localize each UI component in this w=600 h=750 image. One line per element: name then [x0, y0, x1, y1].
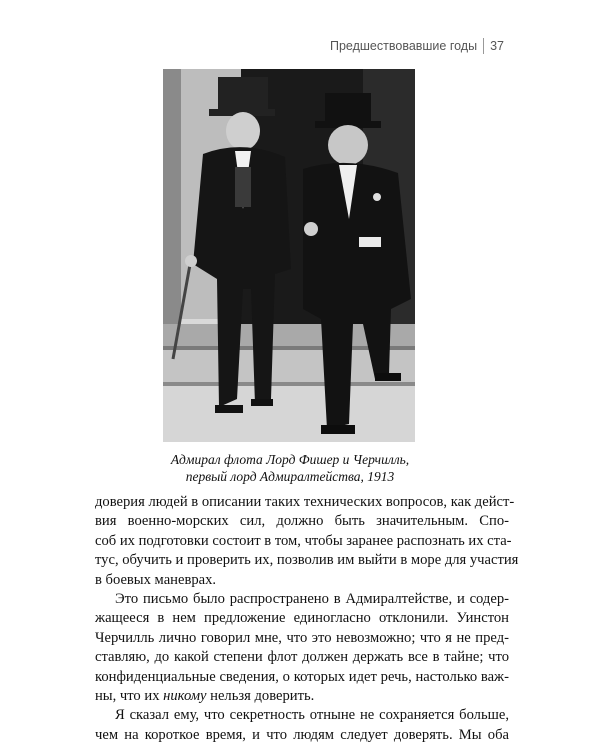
page-number: 37	[490, 39, 504, 53]
text-line: Это письмо было распространено в Адмиралтействе, и содер-	[115, 590, 509, 607]
figure-caption	[120, 451, 460, 485]
caption-line-2: первый лорд Адмиралтейства, 1913	[185, 469, 395, 484]
text-line: Я сказал ему, что секретность отныне не сохраняется больше,	[115, 707, 509, 724]
paragraph-1	[95, 493, 519, 590]
text-line: жащееся в нем предложение единогласно отклонили. Уинстон	[95, 610, 509, 627]
chapter-title: Предшествовавшие годы	[330, 39, 478, 53]
paragraph-2	[95, 590, 509, 706]
photo-illustration	[163, 69, 415, 442]
text-line: вия военно-морских сил, должно быть значительным. Спо-	[95, 513, 509, 530]
text-line: доверия людей в описании таких технических вопросов, как дейст-	[95, 494, 515, 510]
text-line: ставляю, до какой степени флот должен держать все в тайне; что	[95, 649, 509, 666]
text-line: в боевых маневрах.	[95, 571, 217, 588]
text-line: Черчилль лично говорил мне, что это невозможно; что я не пред-	[95, 629, 509, 646]
text-line: чем на короткое время, и что людям следует доверять. Мы оба	[95, 726, 509, 743]
text-line: тус, обучить и проверить их, позволив им выйти в море для участия	[95, 552, 519, 569]
running-head	[330, 38, 504, 54]
body-text	[95, 493, 519, 745]
text-segment: нельзя доверить.	[206, 687, 315, 704]
emphasized-word: никому	[163, 687, 207, 704]
historical-photo	[163, 69, 415, 442]
text-line: соб их подготовки состоит в том, чтобы заранее распознать их ста-	[95, 532, 512, 549]
text-line-with-emphasis	[95, 687, 509, 706]
paragraph-3	[95, 706, 509, 745]
text-line: конфиденциальные сведения, о которых идет речь, настолько важ-	[95, 668, 509, 685]
text-segment: ны, что их	[95, 687, 164, 704]
header-divider	[483, 38, 484, 54]
caption-line-1: Адмирал флота Лорд Фишер и Черчилль,	[170, 452, 410, 467]
